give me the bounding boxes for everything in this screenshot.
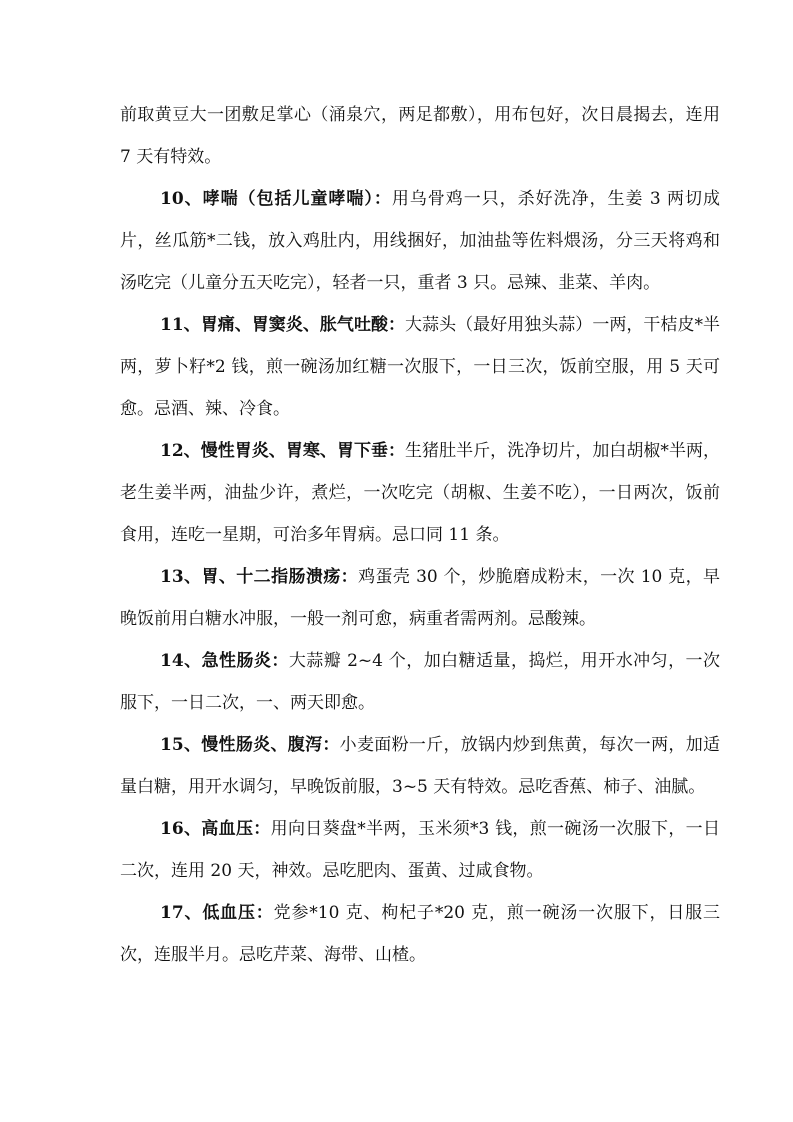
document-body <box>120 94 720 976</box>
remedy-paragraph-hypertension <box>120 808 720 892</box>
paragraph-continuation <box>120 94 720 178</box>
remedy-text: 党参*10 克、枸杞子*20 克，煎一碗汤一次服下，日服三次，连服半月。忌吃芹菜、海带、山楂。 <box>120 903 720 965</box>
remedy-text: 用乌骨鸡一只，杀好洗净，生姜 3 两切成片，丝瓜筋*二钱，放入鸡肚内，用线捆好，加油盐等佐料煨汤，分三天将鸡和汤吃完（儿童分五天吃完），轻者一只，重者 3 只。忌辣、韭菜、羊肉。 <box>120 189 720 293</box>
remedy-text: 小麦面粉一斤，放锅内炒到焦黄，每次一两，加适量白糖，用开水调匀，早晚饭前服，3~5 天有特效。忌吃香蕉、柿子、油腻。 <box>120 735 720 797</box>
remedy-text: 鸡蛋壳 30 个，炒脆磨成粉末，一次 10 克，早晚饭前用白糖水冲服，一般一剂可愈，病重者需两剂。忌酸辣。 <box>120 567 720 629</box>
remedy-heading: 10、哮喘（包括儿童哮喘）： <box>160 189 392 209</box>
remedy-heading: 13、胃、十二指肠溃疡： <box>160 567 359 587</box>
remedy-text: 大蒜瓣 2~4 个，加白糖适量，捣烂，用开水冲匀，一次服下，一日二次，一、两天即愈。 <box>120 651 720 713</box>
paragraph-text: 前取黄豆大一团敷足掌心（涌泉穴，两足都敷），用布包好，次日晨揭去，连用 7 天有特效。 <box>120 105 720 167</box>
remedy-paragraph-chronic-gastritis <box>120 430 720 556</box>
remedy-paragraph-ulcer <box>120 556 720 640</box>
remedy-paragraph-hypotension <box>120 892 720 976</box>
remedy-paragraph-acute-enteritis <box>120 640 720 724</box>
remedy-heading: 15、慢性肠炎、腹泻： <box>160 735 340 755</box>
remedy-heading: 12、慢性胃炎、胃寒、胃下垂： <box>160 441 406 461</box>
remedy-heading: 11、胃痛、胃窦炎、胀气吐酸： <box>160 315 406 335</box>
remedy-text: 大蒜头（最好用独头蒜）一两，干桔皮*半两，萝卜籽*2 钱，煎一碗汤加红糖一次服下，一日三次，饭前空服，用 5 天可愈。忌酒、辣、冷食。 <box>120 315 720 419</box>
remedy-text: 生猪肚半斤，洗净切片，加白胡椒*半两，老生姜半两，油盐少许，煮烂，一次吃完（胡椒、生姜不吃），一日两次，饭前食用，连吃一星期，可治多年胃病。忌口同 11 条。 <box>120 441 720 545</box>
remedy-text: 用向日葵盘*半两，玉米须*3 钱，煎一碗汤一次服下，一日二次，连用 20 天，神效。忌吃肥肉、蛋黄、过咸食物。 <box>120 819 720 881</box>
remedy-heading: 14、急性肠炎： <box>160 651 289 671</box>
remedy-heading: 17、低血压： <box>160 903 274 923</box>
remedy-paragraph-stomach-pain <box>120 304 720 430</box>
remedy-paragraph-chronic-enteritis <box>120 724 720 808</box>
remedy-heading: 16、高血压： <box>160 819 271 839</box>
remedy-paragraph-asthma <box>120 178 720 304</box>
